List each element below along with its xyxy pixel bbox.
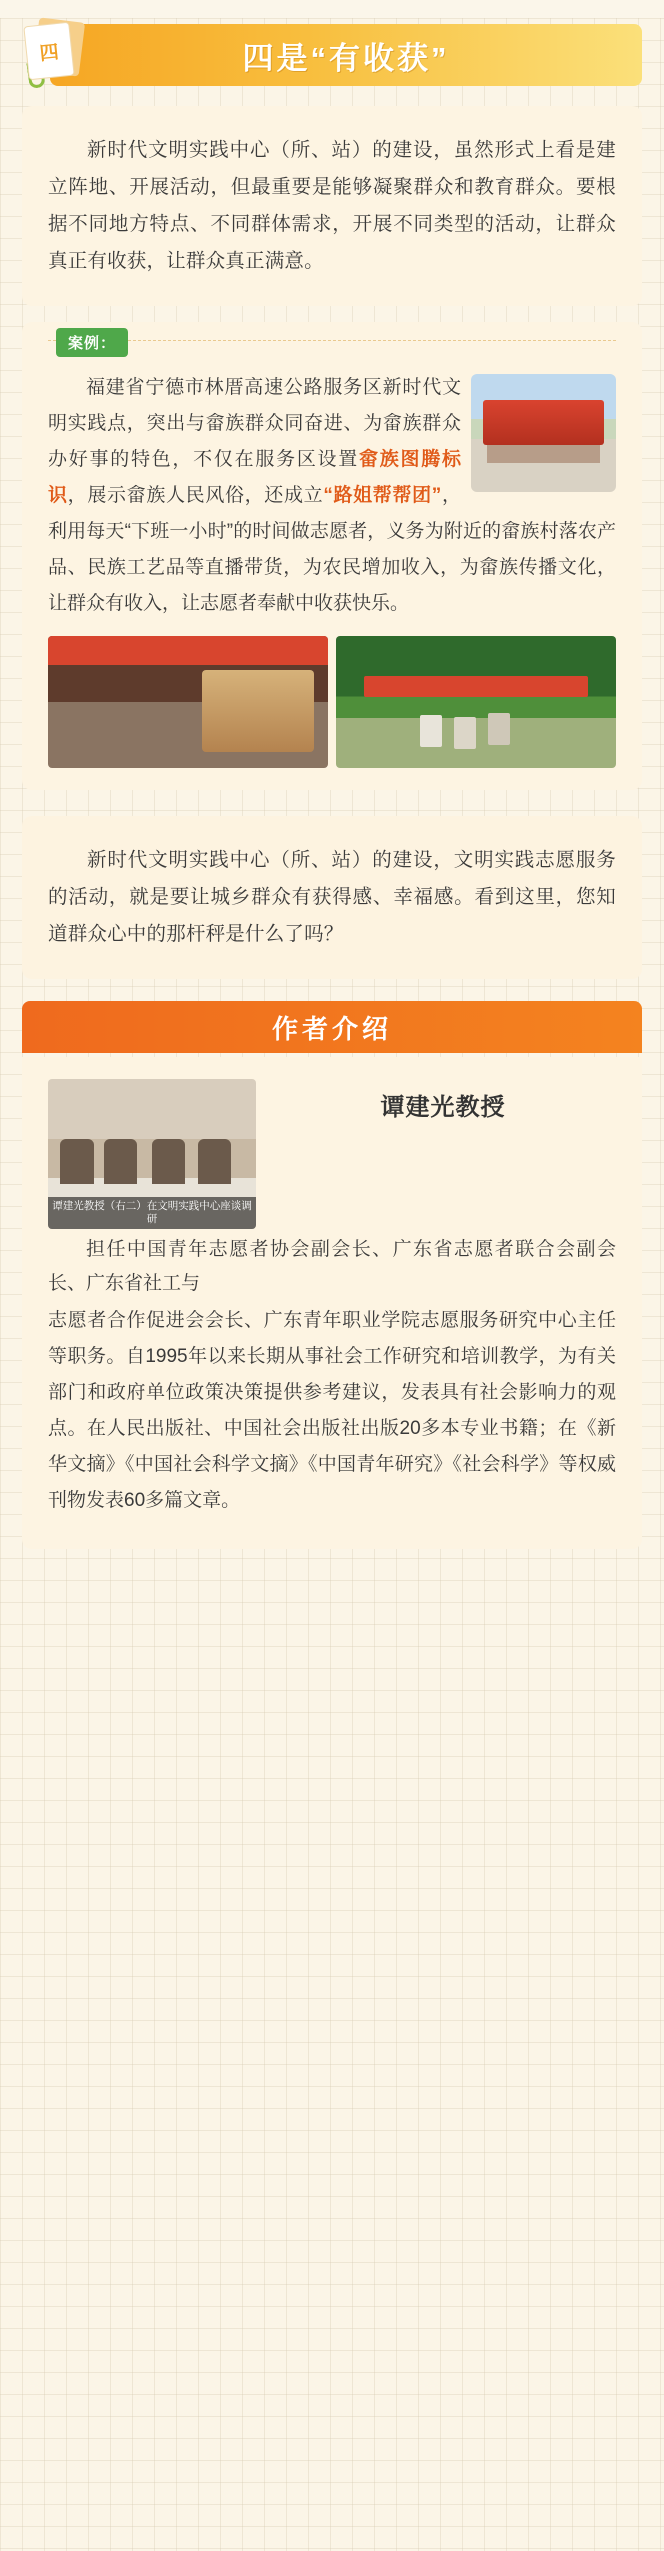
page-title: 四是“有收获”: [242, 40, 450, 76]
photo-person-3: [152, 1139, 185, 1184]
closing-paragraph-card: [22, 816, 642, 979]
volunteer-live-streaming-photo: [48, 636, 328, 768]
photo-person-2: [104, 1139, 137, 1184]
section-title-banner: [22, 18, 642, 92]
intro-paragraph-card: [22, 106, 642, 306]
title-banner-bar: [50, 24, 642, 86]
author-banner: [22, 1001, 642, 1057]
author-banner-title: 作者介绍: [271, 1013, 392, 1044]
author-header: [48, 1079, 616, 1229]
case-text: [48, 370, 616, 622]
case-text-part2: ，展示畲族人民风俗，还成立: [67, 485, 324, 506]
rural-activity-photo: [336, 636, 616, 768]
author-bio-first-line: 担任中国青年志愿者协会副会长、广东省志愿者联合会副会长、广东省社工与: [48, 1239, 616, 1294]
case-study-card: [22, 322, 642, 790]
author-card: [22, 1057, 642, 1549]
photo-person-4: [198, 1139, 231, 1184]
author-bio: 志愿者合作促进会会长、广东青年职业学院志愿服务研究中心主任等职务。自1995年以来长期从事社会工作研究和培训教学，为有关部门和政府单位政策决策提供参考建议，发表具有社会影响力的观点。在人民出版社、中国社会出版社出版20多本专业书籍；在《新华文摘》《中国社会科学文摘》《中国青年研究》《社会科学》等权威刊物发表60多篇文章。: [48, 1310, 616, 1511]
closing-paragraph: 新时代文明实践中心（所、站）的建设，文明实践志愿服务的活动，就是要让城乡群众有获得感、幸福感。看到这里，您知道群众心中的那杆秤是什么了吗？: [48, 849, 616, 945]
author-photo-caption: 谭建光教授（右二）在文明实践中心座谈调研: [48, 1197, 256, 1229]
photo-person-1: [60, 1139, 93, 1184]
case-highlight-2: “路姐帮帮团”: [323, 485, 442, 506]
tag-front-sheet: [23, 22, 74, 81]
case-photo-row: [22, 636, 642, 768]
author-name: 谭建光教授: [380, 1094, 506, 1121]
case-label-badge: 案例：: [56, 328, 128, 357]
service-area-photo: [471, 374, 616, 492]
bookmark-tag-icon: [22, 18, 84, 92]
case-text-part1: 福建省宁德市林厝高速公路服务区新时代文明实践点，突出与畲族群众同奋进、为畲族群众办好事的特色，不仅在服务区设置: [48, 377, 461, 470]
case-text-part3: ，利用每天“下班一小时”的时间做志愿者，义务为附近的畲族村落农产品、民族工艺品等直播带货，为农民增加收入，为畲族传播文化，让群众有收入，让志愿者奉献中收获快乐。: [48, 485, 616, 614]
tag-number-label: 四: [38, 41, 60, 65]
case-highlight-1: 畲族图腾标识: [48, 449, 461, 506]
intro-paragraph: 新时代文明实践中心（所、站）的建设，虽然形式上看是建立阵地、开展活动，但最重要是能够凝聚群众和教育群众。要根据不同地方特点、不同群体需求，开展不同类型的活动，让群众真正有收获，让群众真正满意。: [48, 139, 616, 272]
author-photo: [48, 1079, 256, 1229]
author-banner-bar: [22, 1001, 642, 1053]
case-inner: [22, 335, 642, 622]
